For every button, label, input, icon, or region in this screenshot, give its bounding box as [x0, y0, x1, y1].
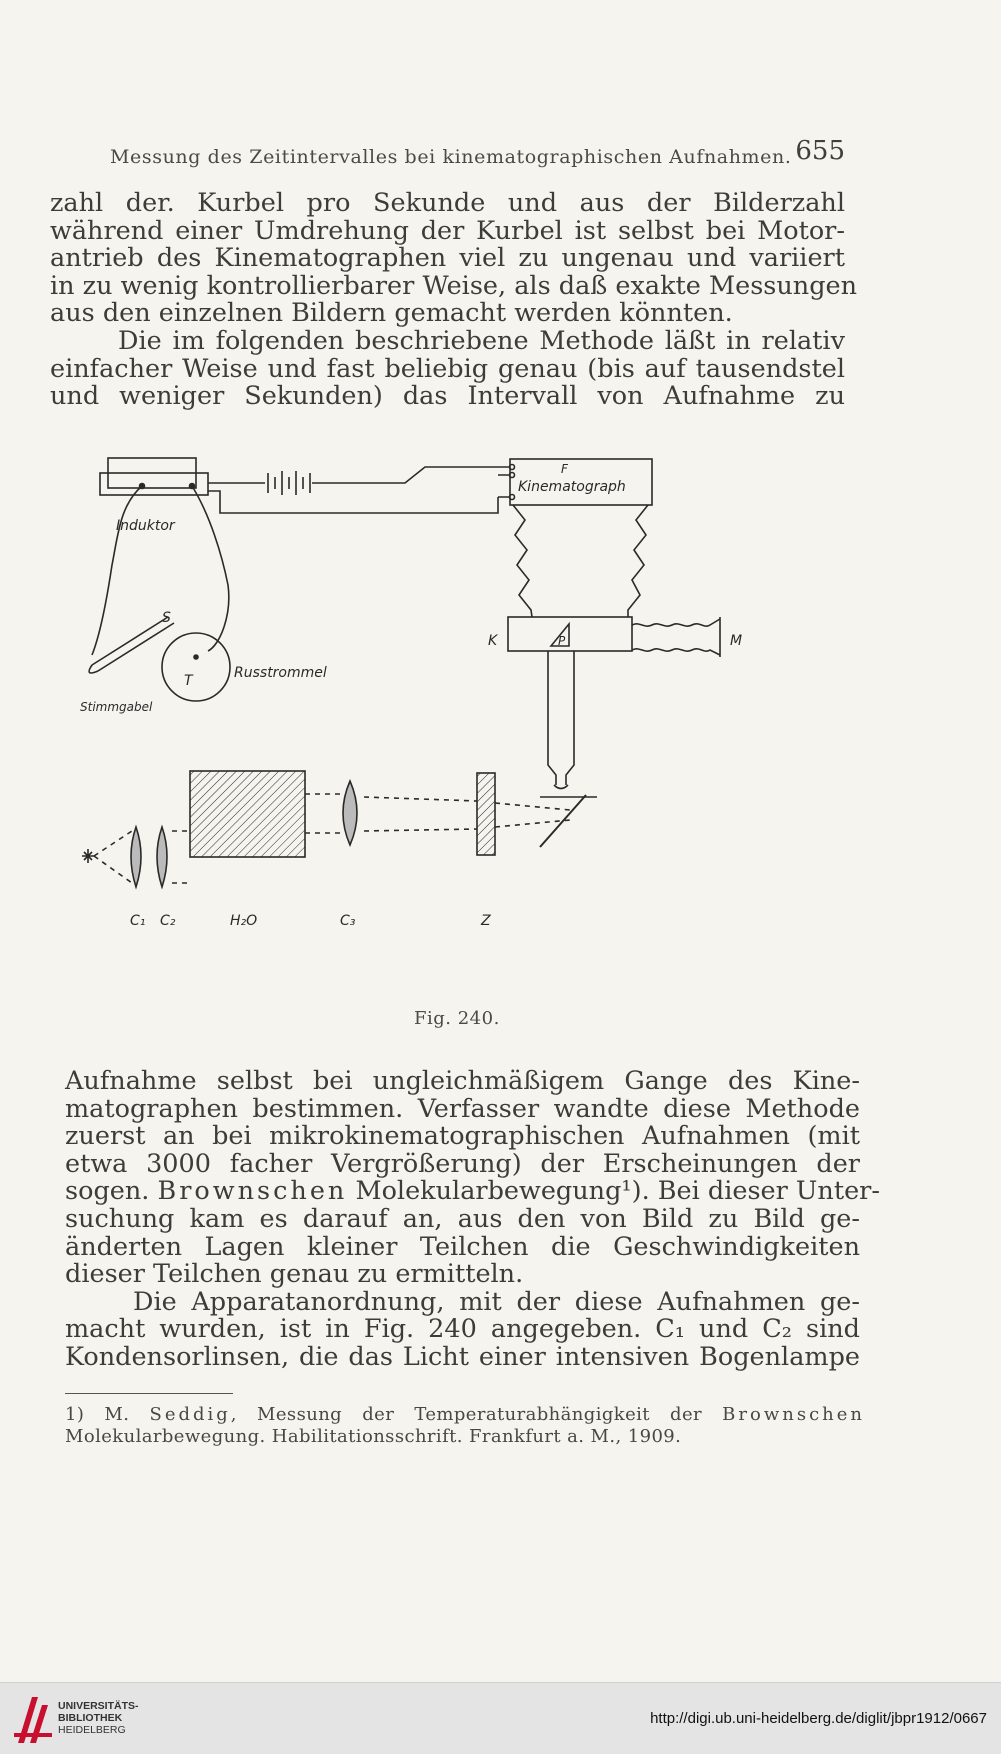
text-line: Die im folgenden beschriebene Methode läßt in relativ: [118, 325, 845, 356]
text-fragment: Molekularbewegung¹). Bei dieser Unter-: [355, 1176, 880, 1207]
library-logo-icon[interactable]: [12, 1693, 56, 1745]
lens-c3: [343, 781, 357, 845]
footnote-line: Molekularbewegung. Habilitationsschrift. Frankfurt a. M., 1909.: [65, 1426, 682, 1447]
label-h2o: H₂O: [230, 913, 258, 929]
text-line: zahl der. Kurbel pro Sekunde und aus der Bilderzahl: [50, 188, 845, 218]
library-name: [58, 1700, 139, 1736]
text-line: in zu wenig kontrollierbarer Weise, als daß exakte Messungen: [50, 270, 858, 301]
running-head: [110, 136, 845, 176]
text-line: antrieb des Kinematographen viel zu ungenau und variiert: [50, 243, 845, 274]
text-line: matographen bestimmen. Verfasser wandte diese Methode: [65, 1093, 860, 1124]
camera-k-box: [508, 617, 632, 651]
label-t: T: [184, 673, 193, 689]
label-k: K: [488, 633, 498, 649]
figure-caption: Fig. 240.: [414, 1008, 500, 1029]
mirror: [540, 795, 586, 847]
library-name-line: HEIDELBERG: [58, 1724, 126, 1736]
text-line: Die Apparatanordnung, mit der diese Aufnahmen ge-: [133, 1286, 860, 1317]
person-name: Brownschen: [157, 1176, 348, 1207]
paragraph-bottom: [65, 1066, 880, 1372]
source-url-link[interactable]: http://digi.ub.uni-heidelberg.de/diglit/jbpr1912/0667: [650, 1710, 987, 1727]
footnote-author: Seddig: [149, 1404, 231, 1425]
footnote-line: [65, 1404, 865, 1426]
label-c1: C₁: [130, 913, 146, 929]
russtrommel-drum: [162, 633, 230, 701]
library-name-line: BIBLIOTHEK: [58, 1712, 123, 1724]
text-line: einfacher Weise und fast beliebig genau (bis auf tausendstel: [50, 353, 845, 384]
bellows: [513, 505, 532, 617]
text-line: dieser Teilchen genau zu ermitteln.: [65, 1259, 524, 1290]
light-source: [82, 849, 94, 863]
library-name-line: UNIVERSITÄTS-: [58, 1700, 139, 1712]
footnote: [65, 1404, 865, 1448]
label-induktor: Induktor: [116, 518, 175, 534]
label-f: F: [561, 462, 568, 476]
text-line: Aufnahme selbst bei ungleichmäßigem Gange des Kine-: [65, 1066, 860, 1096]
footnote-marker: 1) M.: [65, 1404, 130, 1425]
text-fragment: sogen.: [65, 1176, 150, 1207]
text-line: suchung kam es darauf an, aus den von Bild zu Bild ge-: [65, 1203, 860, 1234]
label-kinematograph: Kinematograph: [518, 479, 626, 495]
text-line: macht wurden, ist in Fig. 240 angegeben. C₁ und C₂ sind: [65, 1314, 860, 1345]
text-line: Kondensorlinsen, die das Licht einer intensiven Bogenlampe: [65, 1341, 860, 1372]
label-stimmgabel: Stimmgabel: [80, 700, 153, 714]
figure-drawing: [82, 458, 720, 887]
slide-z: [477, 773, 495, 855]
apparatus-figure: [70, 445, 743, 945]
running-title: Messung des Zeitintervalles bei kinematographischen Aufnahmen.: [110, 146, 792, 168]
text-line: änderten Lagen kleiner Teilchen die Geschwindigkeiten: [65, 1231, 860, 1262]
label-p: P: [558, 634, 566, 648]
label-s: S: [162, 610, 171, 626]
battery-symbol: [268, 471, 310, 495]
label-c2: C₂: [160, 913, 176, 929]
microscope-tube: [548, 651, 574, 785]
lens-c1: [131, 827, 141, 887]
label-c3: C₃: [340, 913, 356, 929]
label-russtrommel: Russtrommel: [234, 665, 327, 681]
lens-c2: [157, 827, 167, 887]
footnote-name: Brownschen: [722, 1404, 865, 1425]
page-number: 655: [795, 136, 845, 166]
text-line: [65, 1176, 880, 1207]
label-z: Z: [481, 913, 491, 929]
text-line: aus den einzelnen Bildern gemacht werden könnten.: [50, 298, 733, 329]
label-m: M: [730, 633, 743, 649]
text-line: etwa 3000 facher Vergrößerung) der Erscheinungen der: [65, 1148, 860, 1179]
text-line: zuerst an bei mikrokinematographischen Aufnahmen (mit: [65, 1121, 860, 1152]
water-cell: [190, 771, 305, 857]
text-line: während einer Umdrehung der Kurbel ist selbst bei Motor-: [50, 215, 845, 246]
footnote-title: , Messung der Temperaturabhängigkeit der: [230, 1404, 703, 1425]
footnote-rule: [65, 1393, 233, 1394]
text-line: und weniger Sekunden) das Intervall von Aufnahme zu: [50, 381, 845, 412]
footer-bar: [0, 1682, 1001, 1754]
paragraph-top: [50, 188, 858, 412]
